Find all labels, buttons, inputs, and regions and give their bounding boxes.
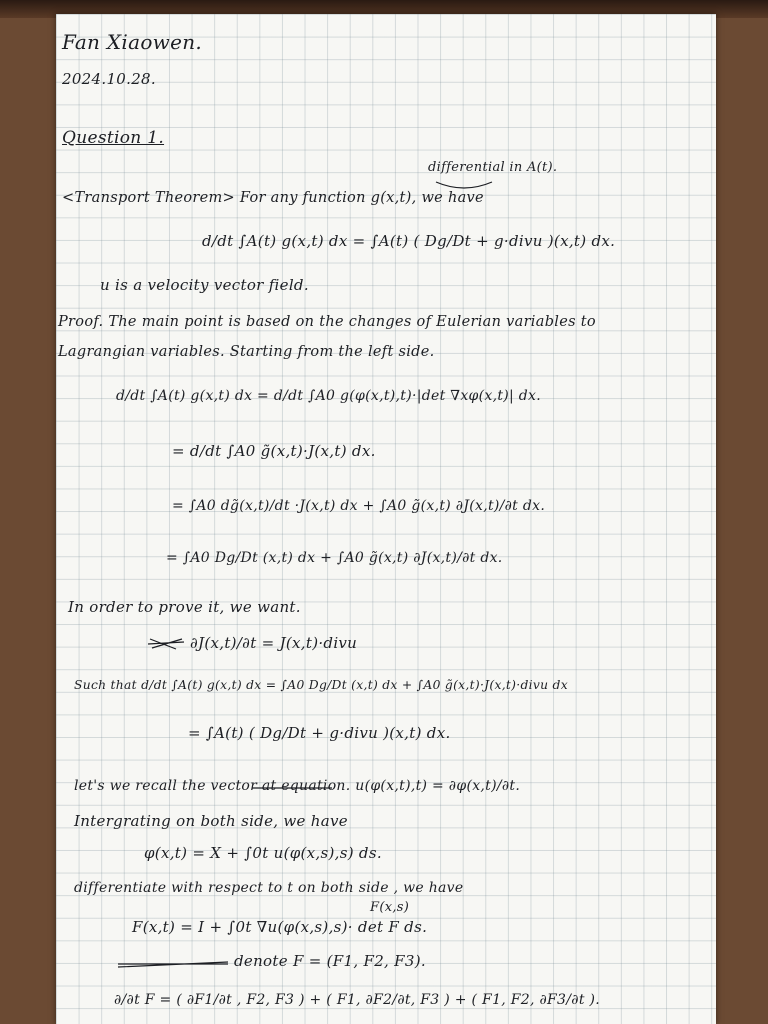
derivation-step-4: = ∫A0 Dg/Dt (x,t) dx + ∫A0 g̃(x,t) ∂J(x,t)/∂t dx. xyxy=(166,550,503,566)
velocity-note: u is a velocity vector field. xyxy=(100,276,309,294)
recall-equation: let's we recall the vector at equation. u(φ(x,t),t) = ∂φ(x,t)/∂t. xyxy=(74,778,521,794)
phi-equation: φ(x,t) = X + ∫0t u(φ(x,s),s) ds. xyxy=(144,844,382,862)
theorem-equation: d/dt ∫A(t) g(x,t) dx = ∫A(t) ( Dg/Dt + g·divu )(x,t) dx. xyxy=(202,232,616,250)
proof-line-2: Lagrangian variables. Starting from the left side. xyxy=(58,344,435,360)
differentiate-line: differentiate with respect to t on both side , we have xyxy=(74,880,464,896)
denote-F: denote F = (F1, F2, F3). xyxy=(234,952,426,970)
derivation-step-1: d/dt ∫A(t) g(x,t) dx = d/dt ∫A0 g(φ(x,t),t)·|det ∇xφ(x,t)| dx. xyxy=(116,388,541,404)
theorem-statement: <Transport Theorem> For any function g(x,t), we have xyxy=(62,190,484,206)
annotation-differential: differential in A(t). xyxy=(428,160,558,175)
conclusion-step-2: = ∫A(t) ( Dg/Dt + g·divu )(x,t) dx. xyxy=(188,724,451,742)
date: 2024.10.28. xyxy=(62,70,156,88)
F-equation: F(x,t) = I + ∫0t ∇u(φ(x,s),s)· det F ds. xyxy=(132,918,428,936)
author-name: Fan Xiaowen. xyxy=(62,30,203,54)
derivation-step-2: = d/dt ∫A0 g̃(x,t)·J(x,t) dx. xyxy=(172,442,376,460)
annotation-F: F(x,s) xyxy=(370,900,410,915)
integrating-line: Intergrating on both side, we have xyxy=(74,812,348,830)
crossed-out-mark xyxy=(118,958,228,970)
question-title: Question 1. xyxy=(62,128,165,148)
goal-statement: In order to prove it, we want. xyxy=(68,598,301,616)
conclusion-step-1: Such that d/dt ∫A(t) g(x,t) dx = ∫A0 Dg/Dt (x,t) dx + ∫A0 g̃(x,t)·J(x,t)·divu dx xyxy=(74,678,568,692)
derivation-step-3: = ∫A0 dg̃(x,t)/dt ·J(x,t) dx + ∫A0 g̃(x,t) ∂J(x,t)/∂t dx. xyxy=(172,498,546,514)
dF-dt-equation: ∂/∂t F = ( ∂F1/∂t , F2, F3 ) + ( F1, ∂F2/∂t, F3 ) + ( F1, F2, ∂F3/∂t ). xyxy=(114,992,601,1008)
goal-equation: ∂J(x,t)/∂t = J(x,t)·divu xyxy=(190,634,358,652)
scribble-mark xyxy=(146,636,186,652)
strikethrough-mark xyxy=(252,786,332,790)
proof-line-1: Proof. The main point is based on the changes of Eulerian variables to xyxy=(58,314,596,330)
notebook-page xyxy=(56,14,716,1024)
